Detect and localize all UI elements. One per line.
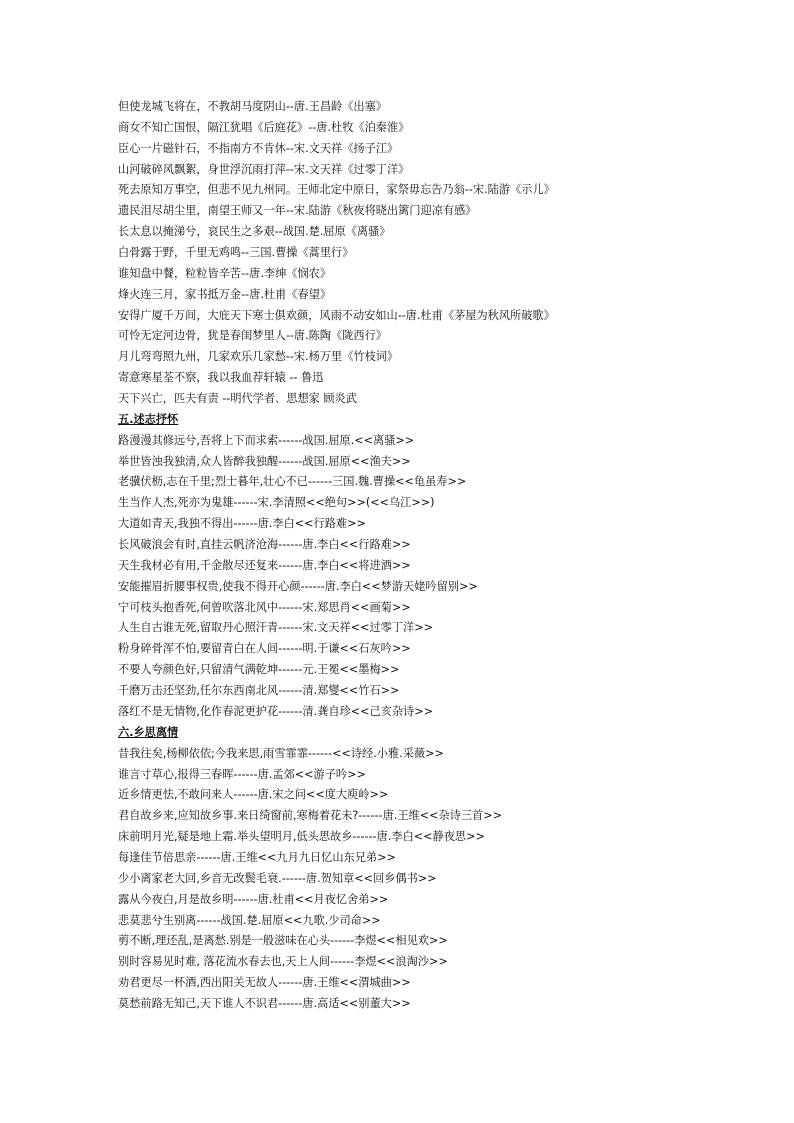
poem-line: 剪不断,理还乱,是离愁.别是一般滋味在心头------李煜<<相见欢>>: [118, 934, 448, 948]
poem-line: 路漫漫其修远兮,吾将上下而求索------战国.屈原.<<离骚>>: [118, 433, 415, 447]
poem-line: 长风破浪会有时,直挂云帆济沧海------唐.李白<<行路难>>: [118, 538, 411, 552]
poem-line: 劝君更尽一杯酒,西出阳关无故人------唐.王维<<渭城曲>>: [118, 976, 411, 990]
poem-line: 死去原知万事空，但悲不见九州同。王师北定中原日，家祭毋忘告乃翁--宋.陆游《示儿》: [118, 183, 555, 197]
poem-line: 君自故乡来,应知故乡事.来日绮窗前,寒梅着花未?------唐.王维<<杂诗三首>>: [118, 809, 502, 823]
poem-line: 但使龙城飞将在，不教胡马度阴山--唐.王昌龄《出塞》: [118, 100, 387, 113]
poem-line: 安得广厦千万间，大庇天下寒士俱欢颜，风雨不动安如山--唐.杜甫《茅屋为秋风所破歌》: [118, 308, 555, 322]
poem-line: 生当作人杰,死亦为鬼雄------宋.李清照<<绝句>>(<<乌江>>): [118, 496, 435, 510]
poem-line: 别时容易见时难, 落花流水春去也,天上人间------李煜<<浪淘沙>>: [118, 955, 448, 969]
poem-line: 山河破碎风飘絮，身世浮沉雨打萍--宋.文天祥《过零丁洋》: [118, 162, 410, 176]
poem-line: 露从今夜白,月是故乡明------唐.杜甫<<月夜忆舍弟>>: [118, 892, 389, 906]
poem-line: 遗民泪尽胡尘里，南望王师又一年--宋.陆游《秋夜将晓出篱门迎凉有感》: [118, 204, 477, 218]
section-heading: 六.乡思离情: [118, 725, 179, 739]
poem-line: 可怜无定河边骨，犹是春闺梦里人--唐.陈陶《陇西行》: [118, 329, 387, 343]
poem-line: 臣心一片磁针石，不指南方不肯休--宋.文天祥《扬子江》: [118, 141, 399, 155]
poem-line: 天下兴亡，匹夫有责 --明代学者、思想家 顾炎武: [118, 392, 357, 406]
poem-line: 莫愁前路无知己,天下谁人不识君------唐.高适<<别董大>>: [118, 996, 411, 1010]
poem-line: 千磨万击还坚劲,任尔东西南北风------清.郑燮<<竹石>>: [118, 684, 400, 698]
section-heading: 五.述志抒怀: [118, 412, 179, 426]
document-page: [118, 97, 768, 1015]
poem-line: 安能摧眉折腰事权贵,使我不得开心颜------唐.李白<<梦游天姥吟留别>>: [118, 579, 478, 593]
poem-line: 寄意寒星荃不察，我以我血荐轩辕 -- 鲁迅: [118, 371, 324, 385]
poem-line: 每逢佳节倍思亲------唐.王维<<九月九日忆山东兄弟>>: [118, 850, 396, 864]
poem-line: 少小离家老大回,乡音无改鬓毛衰.------唐.贺知章<<回乡偶书>>: [118, 871, 437, 885]
poem-line: 悲莫悲兮生别离------战国.楚.屈原<<九歌.少司命>>: [118, 913, 381, 927]
poem-line: 长太息以掩涕兮，哀民生之多艰--战国.楚.屈原《离骚》: [118, 225, 391, 239]
poem-line: 宁可枝头抱香死,何曾吹落北风中------宋.郑思肖<<画菊>>: [118, 600, 411, 614]
poem-line: 人生自古谁无死,留取丹心照汗青------宋.文天祥<<过零丁洋>>: [118, 621, 433, 635]
poem-line: 床前明月光,疑是地上霜.举头望明月,低头思故乡------唐.李白<<静夜思>>: [118, 830, 485, 844]
poem-line: 天生我材必有用,千金散尽还复来------唐.李白<<将进酒>>: [118, 558, 411, 572]
poem-line: 白骨露于野，千里无鸡鸣--三国.曹操《蒿里行》: [118, 246, 354, 260]
poem-line: 谁知盘中餐，粒粒皆辛苦--唐.李绅《悯农》: [118, 266, 332, 280]
poem-line: 老骥伏枥,志在千里;烈士暮年,壮心不已------三国.魏.曹操<<龟虽寿>>: [118, 475, 467, 489]
poem-line: 月儿弯弯照九州，几家欢乐几家愁--宋.杨万里《竹枝词》: [118, 350, 399, 364]
poem-line: 大道如青天,我独不得出------唐.李白<<行路难>>: [118, 517, 366, 531]
poem-line: 不要人夸颜色好,只留清气满乾坤------元.王冕<<墨梅>>: [118, 663, 400, 677]
poem-line: 商女不知亡国恨，隔江犹唱《后庭花》--唐.杜牧《泊秦淮》: [118, 120, 410, 134]
poem-line: 昔我往矣,杨柳依依;今我来思,雨雪霏霏------<<诗经.小雅.采薇>>: [118, 746, 444, 760]
poem-line: 烽火连三月，家书抵万金--唐.杜甫《春望》: [118, 287, 332, 301]
poem-line: 谁言寸草心,报得三春晖------唐.孟郊<<游子吟>>: [118, 767, 366, 781]
poem-line: 近乡情更怯,不敢问来人------唐.宋之问<<度大庾岭>>: [118, 788, 389, 802]
poem-line: 粉身碎骨浑不怕,要留青白在人间------明.于谦<<石灰吟>>: [118, 642, 411, 656]
poem-line: 落红不是无情物,化作春泥更护花------清.龚自珍<<己亥杂诗>>: [118, 704, 433, 718]
poem-line: 举世皆浊我独清,众人皆醉我独醒------战国.屈原<<渔夫>>: [118, 454, 411, 468]
